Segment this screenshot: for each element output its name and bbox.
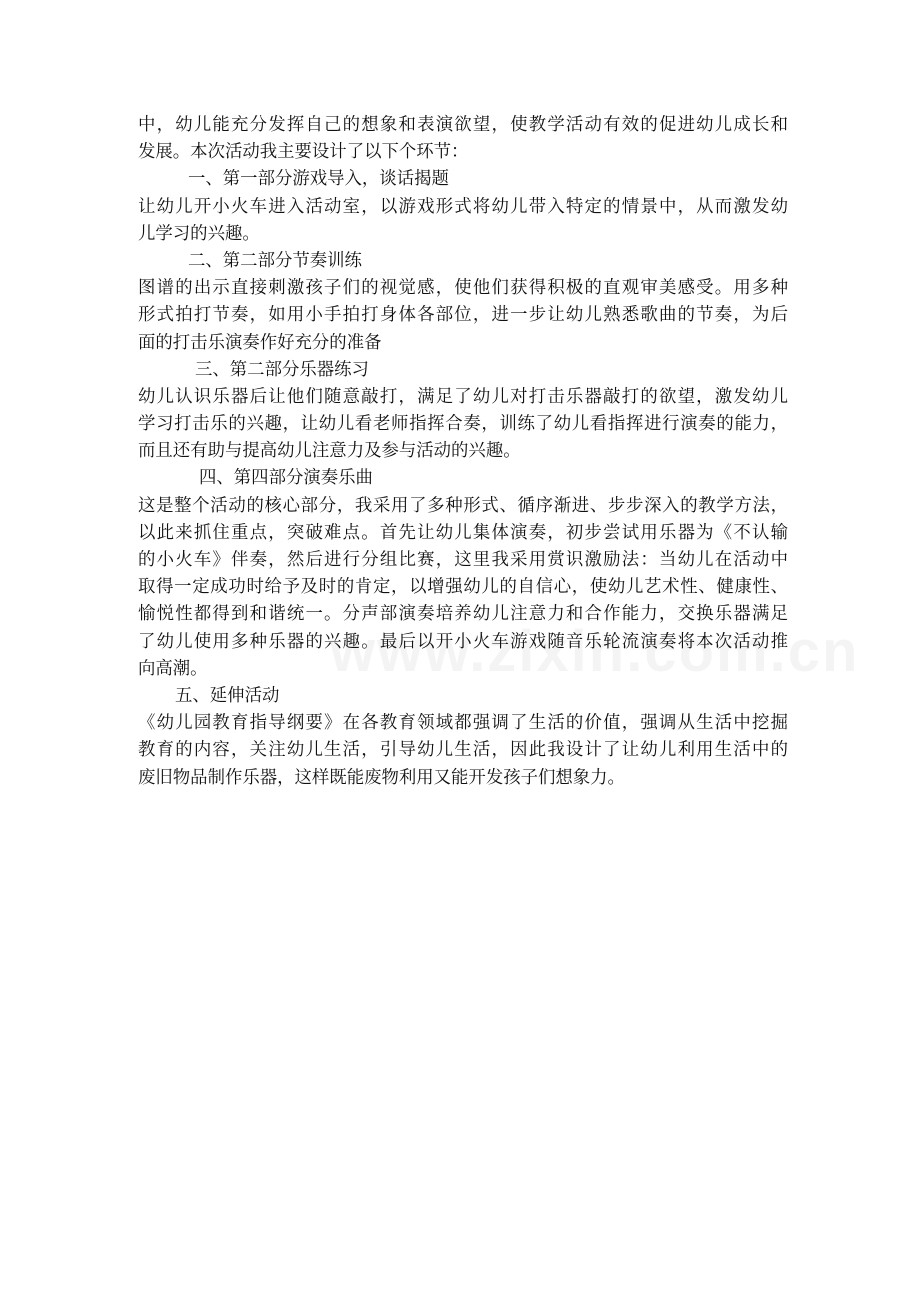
paragraph-line: 废旧物品制作乐器，这样既能废物利用又能开发孩子们想象力。 (138, 767, 625, 788)
paragraph-line: 《幼儿园教育指导纲要》在各教育领域都强调了生活的价值，强调从生活中挖掘 (138, 713, 788, 734)
paragraph-line: 这是整个活动的核心部分，我采用了多种形式、循序渐进、步步深入的教学方法， (138, 495, 788, 516)
paragraph-line: 的小火车》伴奏，然后进行分组比赛，这里我采用赏识激励法：当幼儿在活动中 (138, 550, 788, 570)
paragraph-line: 形式拍打节奏，如用小手拍打身体各部位，进一步让幼儿熟悉歌曲的节奏，为后 (138, 305, 788, 326)
section-heading: 一、第一部分游戏导入，谈话揭题 (188, 169, 449, 190)
paragraph-line: 图谱的出示直接刺激孩子们的视觉感，使他们获得积极的直观审美感受。用多种 (138, 278, 788, 299)
paragraph-line: 中，幼儿能充分发挥自己的想象和表演欲望，使教学活动有效的促进幼儿成长和 (138, 115, 788, 135)
section-5 (138, 683, 788, 792)
paragraph-line: 而且还有助与提高幼儿注意力及参与活动的兴趣。 (138, 441, 521, 462)
paragraph-line: 取得一定成功时给予及时的肯定，以增强幼儿的自信心，使幼儿艺术性、健康性、 (138, 577, 788, 598)
paragraph-line: 让幼儿开小火车进入活动室，以游戏形式将幼儿带入特定的情景中，从而激发幼 (138, 196, 788, 217)
paragraph-line: 了幼儿使用多种乐器的兴趣。最后以开小火车游戏随音乐轮流演奏将本次活动推 (138, 631, 788, 652)
paragraph-line: 愉悦性都得到和谐统一。分声部演奏培养幼儿注意力和合作能力，交换乐器满足 (138, 604, 788, 625)
section-heading: 三、第二部分乐器练习 (195, 359, 369, 380)
paragraph-line: 教育的内容，关注幼儿生活，引导幼儿生活，因此我设计了让幼儿利用生活中的 (138, 740, 788, 761)
section-heading: 四、第四部分演奏乐曲 (199, 468, 373, 489)
section-2 (138, 248, 788, 357)
paragraph-line: 儿学习的兴趣。 (138, 223, 260, 244)
paragraph-line: 向高潮。 (138, 658, 208, 679)
section-3 (138, 357, 788, 466)
paragraph-line: 以此来抓住重点，突破难点。首先让幼儿集体演奏，初步尝试用乐器为《不认输 (138, 522, 788, 543)
paragraph-line: 学习打击乐的兴趣，让幼儿看老师指挥合奏，训练了幼儿看指挥进行演奏的能力， (138, 414, 788, 435)
intro-paragraph (138, 112, 788, 166)
paragraph-line: 面的打击乐演奏作好充分的准备 (138, 332, 382, 353)
section-1 (138, 166, 788, 248)
section-4 (138, 465, 788, 683)
document-body (138, 112, 788, 792)
paragraph-line: 发展。本次活动我主要设计了以下个环节： (138, 142, 469, 163)
paragraph-line: 幼儿认识乐器后让他们随意敲打，满足了幼儿对打击乐器敲打的欲望，激发幼儿 (138, 386, 788, 407)
section-heading: 五、延伸活动 (175, 685, 280, 706)
section-heading: 二、第二部分节奏训练 (188, 250, 362, 271)
